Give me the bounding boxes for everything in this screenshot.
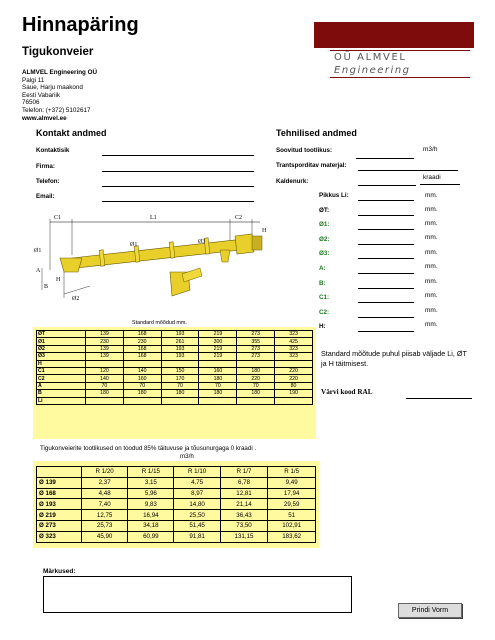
- table-cell: 25,50: [174, 510, 220, 521]
- a-label: A:: [319, 265, 326, 272]
- column-header: R 1/5: [268, 467, 316, 478]
- diameter-1-field[interactable]: [358, 228, 414, 230]
- logo-text: Engineering: [334, 65, 411, 76]
- table-cell: 180: [237, 390, 275, 397]
- table-cell: 45,90: [82, 531, 128, 542]
- angle-unit-underline: [420, 183, 460, 185]
- dim-unit: mm.: [425, 220, 438, 227]
- h-label: H:: [319, 323, 326, 330]
- table-row: [37, 382, 313, 389]
- table-cell: 139: [86, 353, 124, 360]
- table-cell: 168: [123, 345, 161, 352]
- address-line: Eesti Vabariik: [22, 91, 61, 99]
- table-cell: 219: [199, 331, 237, 338]
- row-label: Ø 168: [37, 488, 82, 499]
- standard-note: Standard mõõtude puhul piisab väljade Li, ØT ja H täitmisest.: [321, 349, 467, 368]
- row-label: Ø 193: [37, 499, 82, 510]
- table-cell: 120: [86, 367, 124, 374]
- diagram-label: Ø1: [130, 242, 138, 248]
- table-cell: 14,80: [174, 499, 220, 510]
- table-cell: [237, 397, 275, 404]
- length-label: Pikkus Li:: [319, 192, 349, 199]
- dim-unit: mm.: [425, 292, 438, 299]
- diameter-t-field[interactable]: [358, 214, 414, 216]
- table-cell: [86, 360, 124, 367]
- row-label: Ø 219: [37, 510, 82, 521]
- contact-person-field[interactable]: [102, 154, 254, 156]
- address-line: 76506: [22, 99, 40, 107]
- table-cell: 91,81: [174, 531, 220, 542]
- diameter-2-label: Ø2:: [319, 236, 330, 243]
- table-cell: 51: [268, 510, 316, 521]
- b-label: B:: [319, 280, 326, 287]
- table-cell: 425: [275, 338, 313, 345]
- header-blank: [37, 467, 82, 478]
- table-cell: 180: [237, 367, 275, 374]
- diameter-2-field[interactable]: [358, 243, 414, 245]
- table-cell: [275, 397, 313, 404]
- table-row: [37, 345, 313, 352]
- std-dimensions-table: [36, 330, 313, 405]
- table-cell: 160: [123, 375, 161, 382]
- diameter-3-label: Ø3:: [319, 250, 330, 257]
- row-label: ØT: [37, 331, 86, 338]
- table-cell: 70: [161, 382, 199, 389]
- table-row: [37, 510, 316, 521]
- table-cell: 51,45: [174, 520, 220, 531]
- h-field[interactable]: [358, 330, 414, 332]
- phone-line: Telefon: (+372) 5102617: [22, 106, 91, 114]
- table-cell: [275, 360, 313, 367]
- column-header: R 1/7: [220, 467, 268, 478]
- diagram-label: Ø3: [198, 239, 206, 245]
- table-row: [37, 353, 313, 360]
- phone-label: Telefon:: [36, 178, 60, 185]
- logo-text: OÜ ALMVEL: [334, 52, 407, 63]
- table-cell: 150: [161, 367, 199, 374]
- table-cell: 2,37: [82, 477, 128, 488]
- logo-divider: [330, 77, 470, 78]
- table-row: [37, 477, 316, 488]
- row-label: Ø 273: [37, 520, 82, 531]
- table-cell: 29,59: [268, 499, 316, 510]
- table-cell: 273: [237, 331, 275, 338]
- c2-field[interactable]: [358, 316, 414, 318]
- c2-label: C2:: [319, 309, 330, 316]
- dim-unit: mm.: [425, 278, 438, 285]
- table-cell: 323: [275, 345, 313, 352]
- company-label: Firma:: [36, 163, 55, 170]
- table-cell: 9,83: [128, 499, 174, 510]
- table-cell: 8,97: [174, 488, 220, 499]
- table-cell: 34,18: [128, 520, 174, 531]
- dim-unit: mm.: [425, 249, 438, 256]
- table-cell: 300: [199, 338, 237, 345]
- capacity-table: [36, 466, 316, 543]
- remarks-field[interactable]: [43, 576, 352, 613]
- column-header: R 1/20: [82, 467, 128, 478]
- table-cell: 25,73: [82, 520, 128, 531]
- table-cell: [123, 360, 161, 367]
- table-cell: [161, 397, 199, 404]
- table-cell: 180: [199, 390, 237, 397]
- row-label: C1: [37, 367, 86, 374]
- table-cell: 70: [123, 382, 161, 389]
- table-cell: 6,78: [220, 477, 268, 488]
- diagram-label: L1: [150, 215, 157, 221]
- company-name: ALMVEL Engineering OÜ: [22, 69, 98, 76]
- table-cell: 193: [161, 353, 199, 360]
- address-line: Saue, Harju maakond: [22, 84, 83, 92]
- table-cell: 219: [199, 353, 237, 360]
- table-cell: 4,75: [174, 477, 220, 488]
- diagram-label: C2: [235, 215, 243, 221]
- diagram-label: Ø2: [72, 296, 80, 302]
- angle-unit: kraadi: [423, 174, 441, 181]
- table-cell: 139: [86, 345, 124, 352]
- dim-unit: mm.: [425, 307, 438, 314]
- company-field[interactable]: [102, 170, 254, 172]
- table-cell: 70: [199, 382, 237, 389]
- dim-unit: mm.: [425, 263, 438, 270]
- print-form-button[interactable]: Prindi Vorm: [398, 603, 462, 618]
- table-cell: [199, 360, 237, 367]
- table-row: [37, 331, 313, 338]
- phone-field[interactable]: [102, 185, 254, 187]
- table-cell: 102,91: [268, 520, 316, 531]
- table-cell: 323: [275, 331, 313, 338]
- table-cell: 12,75: [82, 510, 128, 521]
- table-header-row: [37, 467, 316, 478]
- table-cell: 180: [199, 375, 237, 382]
- diagram-label: Ø1: [34, 248, 42, 254]
- table-cell: 273: [237, 353, 275, 360]
- material-field[interactable]: [358, 169, 458, 171]
- table-cell: 9,49: [268, 477, 316, 488]
- table-cell: 5,96: [128, 488, 174, 499]
- table-cell: 219: [199, 345, 237, 352]
- table-cell: 36,43: [220, 510, 268, 521]
- table-cell: [199, 397, 237, 404]
- angle-label: Kaldenurk:: [276, 178, 309, 185]
- table-cell: 16,94: [128, 510, 174, 521]
- table-cell: 70: [86, 382, 124, 389]
- column-header: R 1/15: [128, 467, 174, 478]
- row-label: C2: [37, 375, 86, 382]
- table-cell: 70: [237, 382, 275, 389]
- table-cell: 140: [123, 367, 161, 374]
- table-cell: 355: [237, 338, 275, 345]
- angle-field[interactable]: [358, 184, 416, 186]
- diagram-label: H: [262, 228, 267, 234]
- b-field[interactable]: [358, 287, 414, 289]
- column-header: R 1/10: [174, 467, 220, 478]
- table-cell: 168: [123, 353, 161, 360]
- diameter-1-label: Ø1:: [319, 221, 330, 228]
- diagram-label: A: [36, 268, 41, 274]
- std-table-caption: Standard mõõdud mm.: [132, 320, 187, 326]
- dim-unit: mm.: [425, 321, 438, 328]
- email-label: Email:: [36, 193, 55, 200]
- row-label: Ø 323: [37, 531, 82, 542]
- table-cell: 21,14: [220, 499, 268, 510]
- address-line: Palgi 11: [22, 76, 45, 84]
- website-line: www.almvel.ee: [22, 114, 67, 122]
- diagram-label: H: [56, 277, 61, 283]
- table-cell: 131,15: [220, 531, 268, 542]
- c1-field[interactable]: [358, 301, 414, 303]
- table-row: [37, 390, 313, 397]
- table-cell: 220: [275, 367, 313, 374]
- table-cell: [237, 360, 275, 367]
- table-row: [37, 338, 313, 345]
- table-cell: 183,62: [268, 531, 316, 542]
- contact-heading: Kontakt andmed: [36, 128, 107, 138]
- table-cell: 140: [86, 375, 124, 382]
- row-label: Ø3: [37, 353, 86, 360]
- diagram-label: C1: [54, 215, 62, 221]
- row-label: H: [37, 360, 86, 367]
- table-row: [37, 499, 316, 510]
- capacity-caption: Tigukonveierite tootlikused on toodud 85% täituvuse ja tõusunurgaga 0 kraadi .: [40, 445, 257, 452]
- table-cell: 230: [86, 338, 124, 345]
- table-cell: 230: [123, 338, 161, 345]
- table-cell: 3,15: [128, 477, 174, 488]
- row-label: A: [37, 382, 86, 389]
- table-cell: [86, 397, 124, 404]
- contact-person-label: Kontaktisik: [36, 147, 70, 154]
- dim-unit: mm.: [425, 192, 438, 199]
- table-cell: 60,99: [128, 531, 174, 542]
- email-field[interactable]: [102, 200, 254, 202]
- row-label: Li: [37, 397, 86, 404]
- conveyor-diagram: [30, 210, 275, 315]
- table-cell: 139: [86, 331, 124, 338]
- table-cell: 190: [275, 390, 313, 397]
- table-cell: 180: [123, 390, 161, 397]
- dim-unit: mm.: [425, 206, 438, 213]
- table-cell: 220: [275, 375, 313, 382]
- table-cell: 168: [123, 331, 161, 338]
- table-cell: 4,48: [82, 488, 128, 499]
- table-cell: 17,94: [268, 488, 316, 499]
- table-cell: 220: [237, 375, 275, 382]
- table-cell: 73,50: [220, 520, 268, 531]
- technical-heading: Tehnilised andmed: [276, 128, 357, 138]
- table-cell: 261: [161, 338, 199, 345]
- capacity-label: Soovitud tootlikus:: [276, 147, 333, 154]
- table-cell: 160: [199, 367, 237, 374]
- table-cell: 273: [237, 345, 275, 352]
- table-row: [37, 488, 316, 499]
- table-cell: 193: [161, 331, 199, 338]
- a-field[interactable]: [358, 272, 414, 274]
- table-row: [37, 360, 313, 367]
- table-row: [37, 367, 313, 374]
- ral-color-field[interactable]: [406, 397, 472, 399]
- company-address: [22, 69, 97, 122]
- length-field[interactable]: [358, 199, 414, 201]
- table-row: [37, 520, 316, 531]
- row-label: B: [37, 390, 86, 397]
- table-cell: 7,40: [82, 499, 128, 510]
- table-cell: 12,81: [220, 488, 268, 499]
- table-row: [37, 375, 313, 382]
- table-cell: 180: [161, 390, 199, 397]
- table-row: [37, 531, 316, 542]
- table-cell: 193: [161, 345, 199, 352]
- row-label: Ø 139: [37, 477, 82, 488]
- logo-bar: [314, 22, 474, 48]
- ral-color-label: Värvi kood RAL: [321, 388, 373, 396]
- capacity-field[interactable]: [356, 157, 414, 159]
- diameter-3-field[interactable]: [358, 257, 414, 259]
- table-cell: [161, 360, 199, 367]
- table-row: [37, 397, 313, 404]
- logo-divider: [330, 50, 470, 51]
- c1-label: C1:: [319, 294, 330, 301]
- table-cell: 80: [275, 382, 313, 389]
- page-title: Hinnapäring: [22, 14, 139, 36]
- table-cell: 323: [275, 353, 313, 360]
- table-cell: 170: [161, 375, 199, 382]
- table-cell: [123, 397, 161, 404]
- capacity-unit: m3/h: [423, 146, 438, 153]
- page-subtitle: Tigukonveier: [22, 46, 94, 58]
- dim-unit: mm.: [425, 234, 438, 241]
- capacity-unit-caption: m3/h: [180, 453, 194, 460]
- material-label: Trantsporditav materjal:: [276, 162, 347, 169]
- row-label: Ø1: [37, 338, 86, 345]
- diagram-label: B: [44, 284, 49, 290]
- diameter-t-label: ØT:: [319, 207, 330, 214]
- table-cell: 180: [86, 390, 124, 397]
- row-label: Ø2: [37, 345, 86, 352]
- remarks-label: Märkused:: [43, 568, 76, 575]
